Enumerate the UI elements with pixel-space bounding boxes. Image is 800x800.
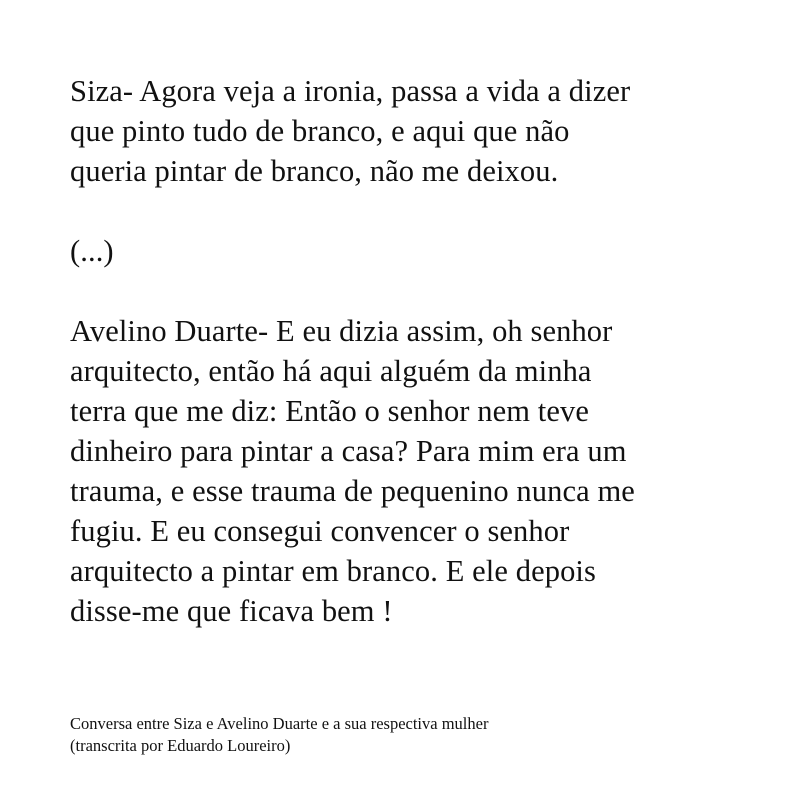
ellipsis: (...) (70, 234, 114, 268)
text-line: queria pintar de branco, não me deixou. (70, 154, 559, 188)
text-line: arquitecto a pintar em branco. E ele depois (70, 554, 596, 588)
caption (70, 713, 488, 757)
text-line: trauma, e esse trauma de pequenino nunca me (70, 474, 635, 508)
text-line: Siza- Agora veja a ironia, passa a vida a dizer (70, 74, 631, 108)
text-line: arquitecto, então há aqui alguém da minha (70, 354, 592, 388)
ellipsis-paragraph (70, 231, 114, 271)
siza-paragraph (70, 71, 630, 191)
text-line: fugiu. E eu consegui convencer o senhor (70, 514, 570, 548)
caption-line: (transcrita por Eduardo Loureiro) (70, 736, 291, 755)
text-line: disse-me que ficava bem ! (70, 594, 393, 628)
text-line: Avelino Duarte- E eu dizia assim, oh senhor (70, 314, 613, 348)
avelino-paragraph (70, 311, 635, 631)
text-line: que pinto tudo de branco, e aqui que não (70, 114, 570, 148)
caption-line: Conversa entre Siza e Avelino Duarte e a sua respectiva mulher (70, 714, 489, 733)
text-line: terra que me diz: Então o senhor nem teve (70, 394, 590, 428)
text-line: dinheiro para pintar a casa? Para mim era um (70, 434, 627, 468)
